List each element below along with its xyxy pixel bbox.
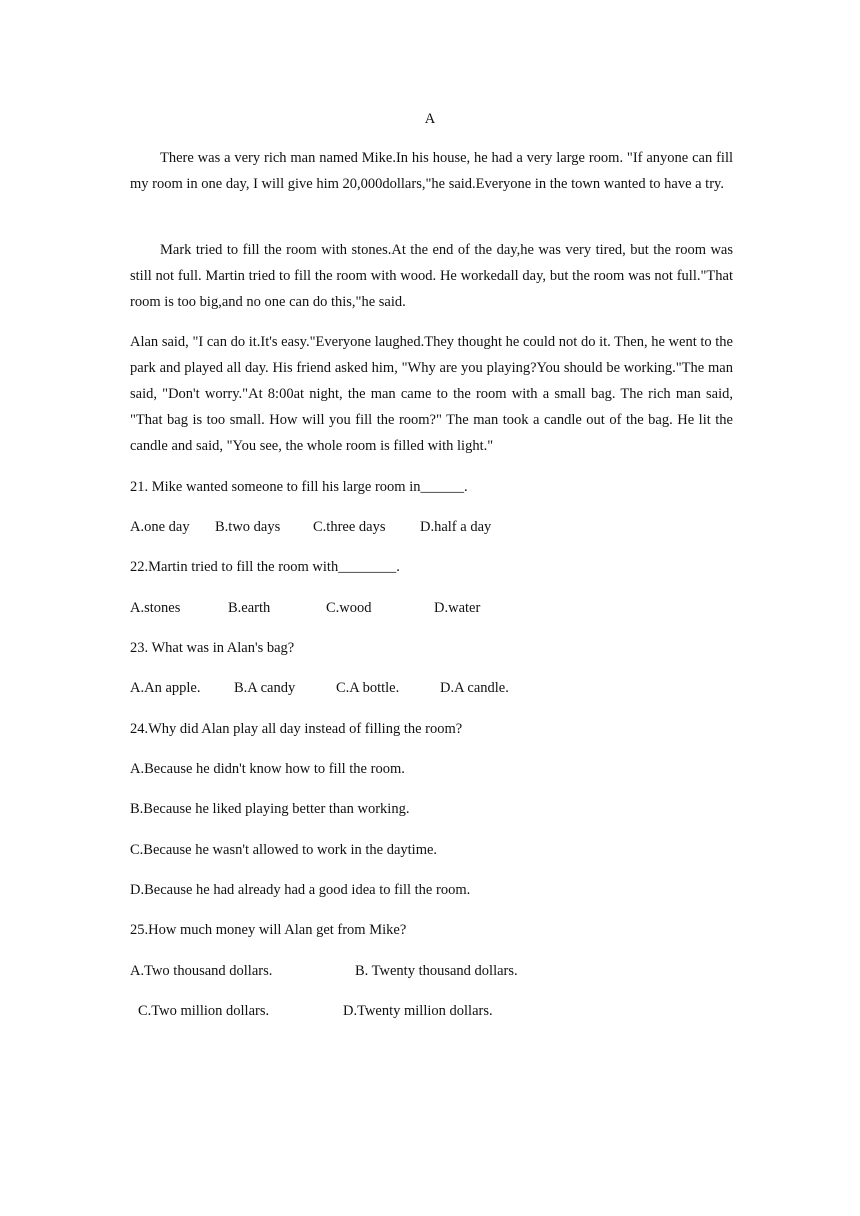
question-25: 25.How much money will Alan get from Mike? (130, 922, 407, 938)
q21-option-c: C.three days (313, 519, 386, 535)
passage-paragraph-3: Alan said, "I can do it.It's easy."Everyone laughed.They thought he could not do it. Then, he went to the park and played all day. His friend asked him, "Why are you playing?You should be working."The man said, "Don't worry."At 8:00at night, the man came to the room with a small bag. The rich man said, "That bag is too small. How will you fill the room?" The man took a candle out of the bag. He lit the candle and said, "You see, the whole room is filled with light." (130, 334, 733, 454)
q23-option-c: C.A bottle. (336, 680, 400, 696)
q22-option-b: B.earth (228, 600, 271, 616)
question-22: 22.Martin tried to fill the room with________. (130, 559, 400, 575)
q24-option-b: B.Because he liked playing better than working. (130, 801, 410, 817)
question-23: 23. What was in Alan's bag? (130, 640, 295, 656)
q25-option-d: D.Twenty million dollars. (343, 1003, 493, 1019)
q22-option-d: D.water (434, 600, 481, 616)
question-24: 24.Why did Alan play all day instead of filling the room? (130, 721, 463, 737)
q21-option-a: A.one day (130, 519, 190, 535)
passage-paragraph-1: There was a very rich man named Mike.In his house, he had a very large room. "If anyone can fill my room in one day, I will give him 20,000dollars,"he said.Everyone in the town wanted to have a try. (130, 150, 733, 192)
q25-option-c: C.Two million dollars. (138, 1003, 270, 1019)
q22-option-a: A.stones (130, 600, 181, 616)
section-heading: A (424, 111, 436, 127)
q24-option-d: D.Because he had already had a good idea to fill the room. (130, 882, 471, 898)
q22-option-c: C.wood (326, 600, 372, 616)
q23-option-a: A.An apple. (130, 680, 201, 696)
q25-option-b: B. Twenty thousand dollars. (355, 963, 518, 979)
question-21: 21. Mike wanted someone to fill his large room in______. (130, 479, 468, 495)
q21-option-d: D.half a day (420, 519, 492, 535)
q24-option-c: C.Because he wasn't allowed to work in the daytime. (130, 842, 438, 858)
q23-option-b: B.A candy (234, 680, 296, 696)
passage-paragraph-2: Mark tried to fill the room with stones.At the end of the day,he was very tired, but the room was still not full. Martin tried to fill the room with wood. He workedall day, but the room was not full."That room is too big,and no one can do this,"he said. (130, 242, 733, 310)
q25-option-a: A.Two thousand dollars. (130, 963, 273, 979)
q24-option-a: A.Because he didn't know how to fill the room. (130, 761, 405, 777)
q23-option-d: D.A candle. (440, 680, 509, 696)
q21-option-b: B.two days (215, 519, 281, 535)
